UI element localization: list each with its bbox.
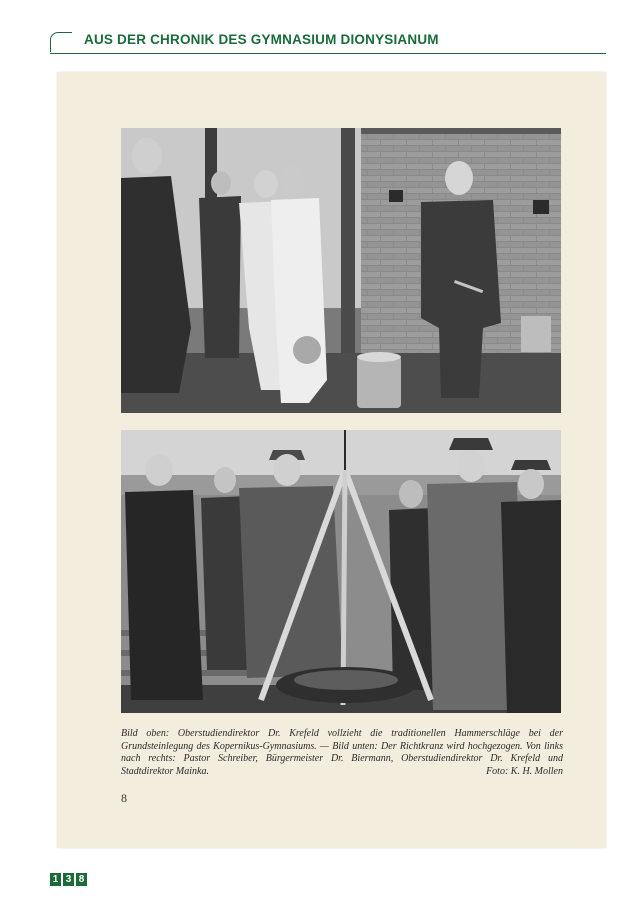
header-title: AUS DER CHRONIK DES GYMNASIUM DIONYSIANUM [84,32,439,47]
photo-credit: Foto: K. H. Mollen [486,765,563,777]
page-number-digit: 8 [76,873,87,886]
page-number-digit: 1 [50,873,61,886]
header-rule [50,53,606,54]
page-number-digit: 3 [63,873,74,886]
photo-top [121,128,561,413]
photo-bottom [121,430,561,713]
photo-bottom-image [121,430,561,713]
scanned-page [57,72,606,848]
page-folio: 8 [121,791,127,805]
photo-caption [121,728,563,778]
caption-text: Bild oben: Oberstudiendirektor Dr. Krefeld vollzieht die traditionellen Hammerschläge bei der Grundsteinlegung des Kopernikus-Gymnasiums. — Bild unten: Der Richtkranz wird hochgezogen. Von links nach rechts: Pastor Schreiber, Bürgermeister Dr. Biermann, Oberstudiendirektor Dr. Krefeld und Stadtdirektor Mainka. [121,728,563,777]
photo-top-image [121,128,561,413]
header-corner-ornament [50,32,72,52]
page-number [50,873,87,886]
page-header [50,30,606,54]
